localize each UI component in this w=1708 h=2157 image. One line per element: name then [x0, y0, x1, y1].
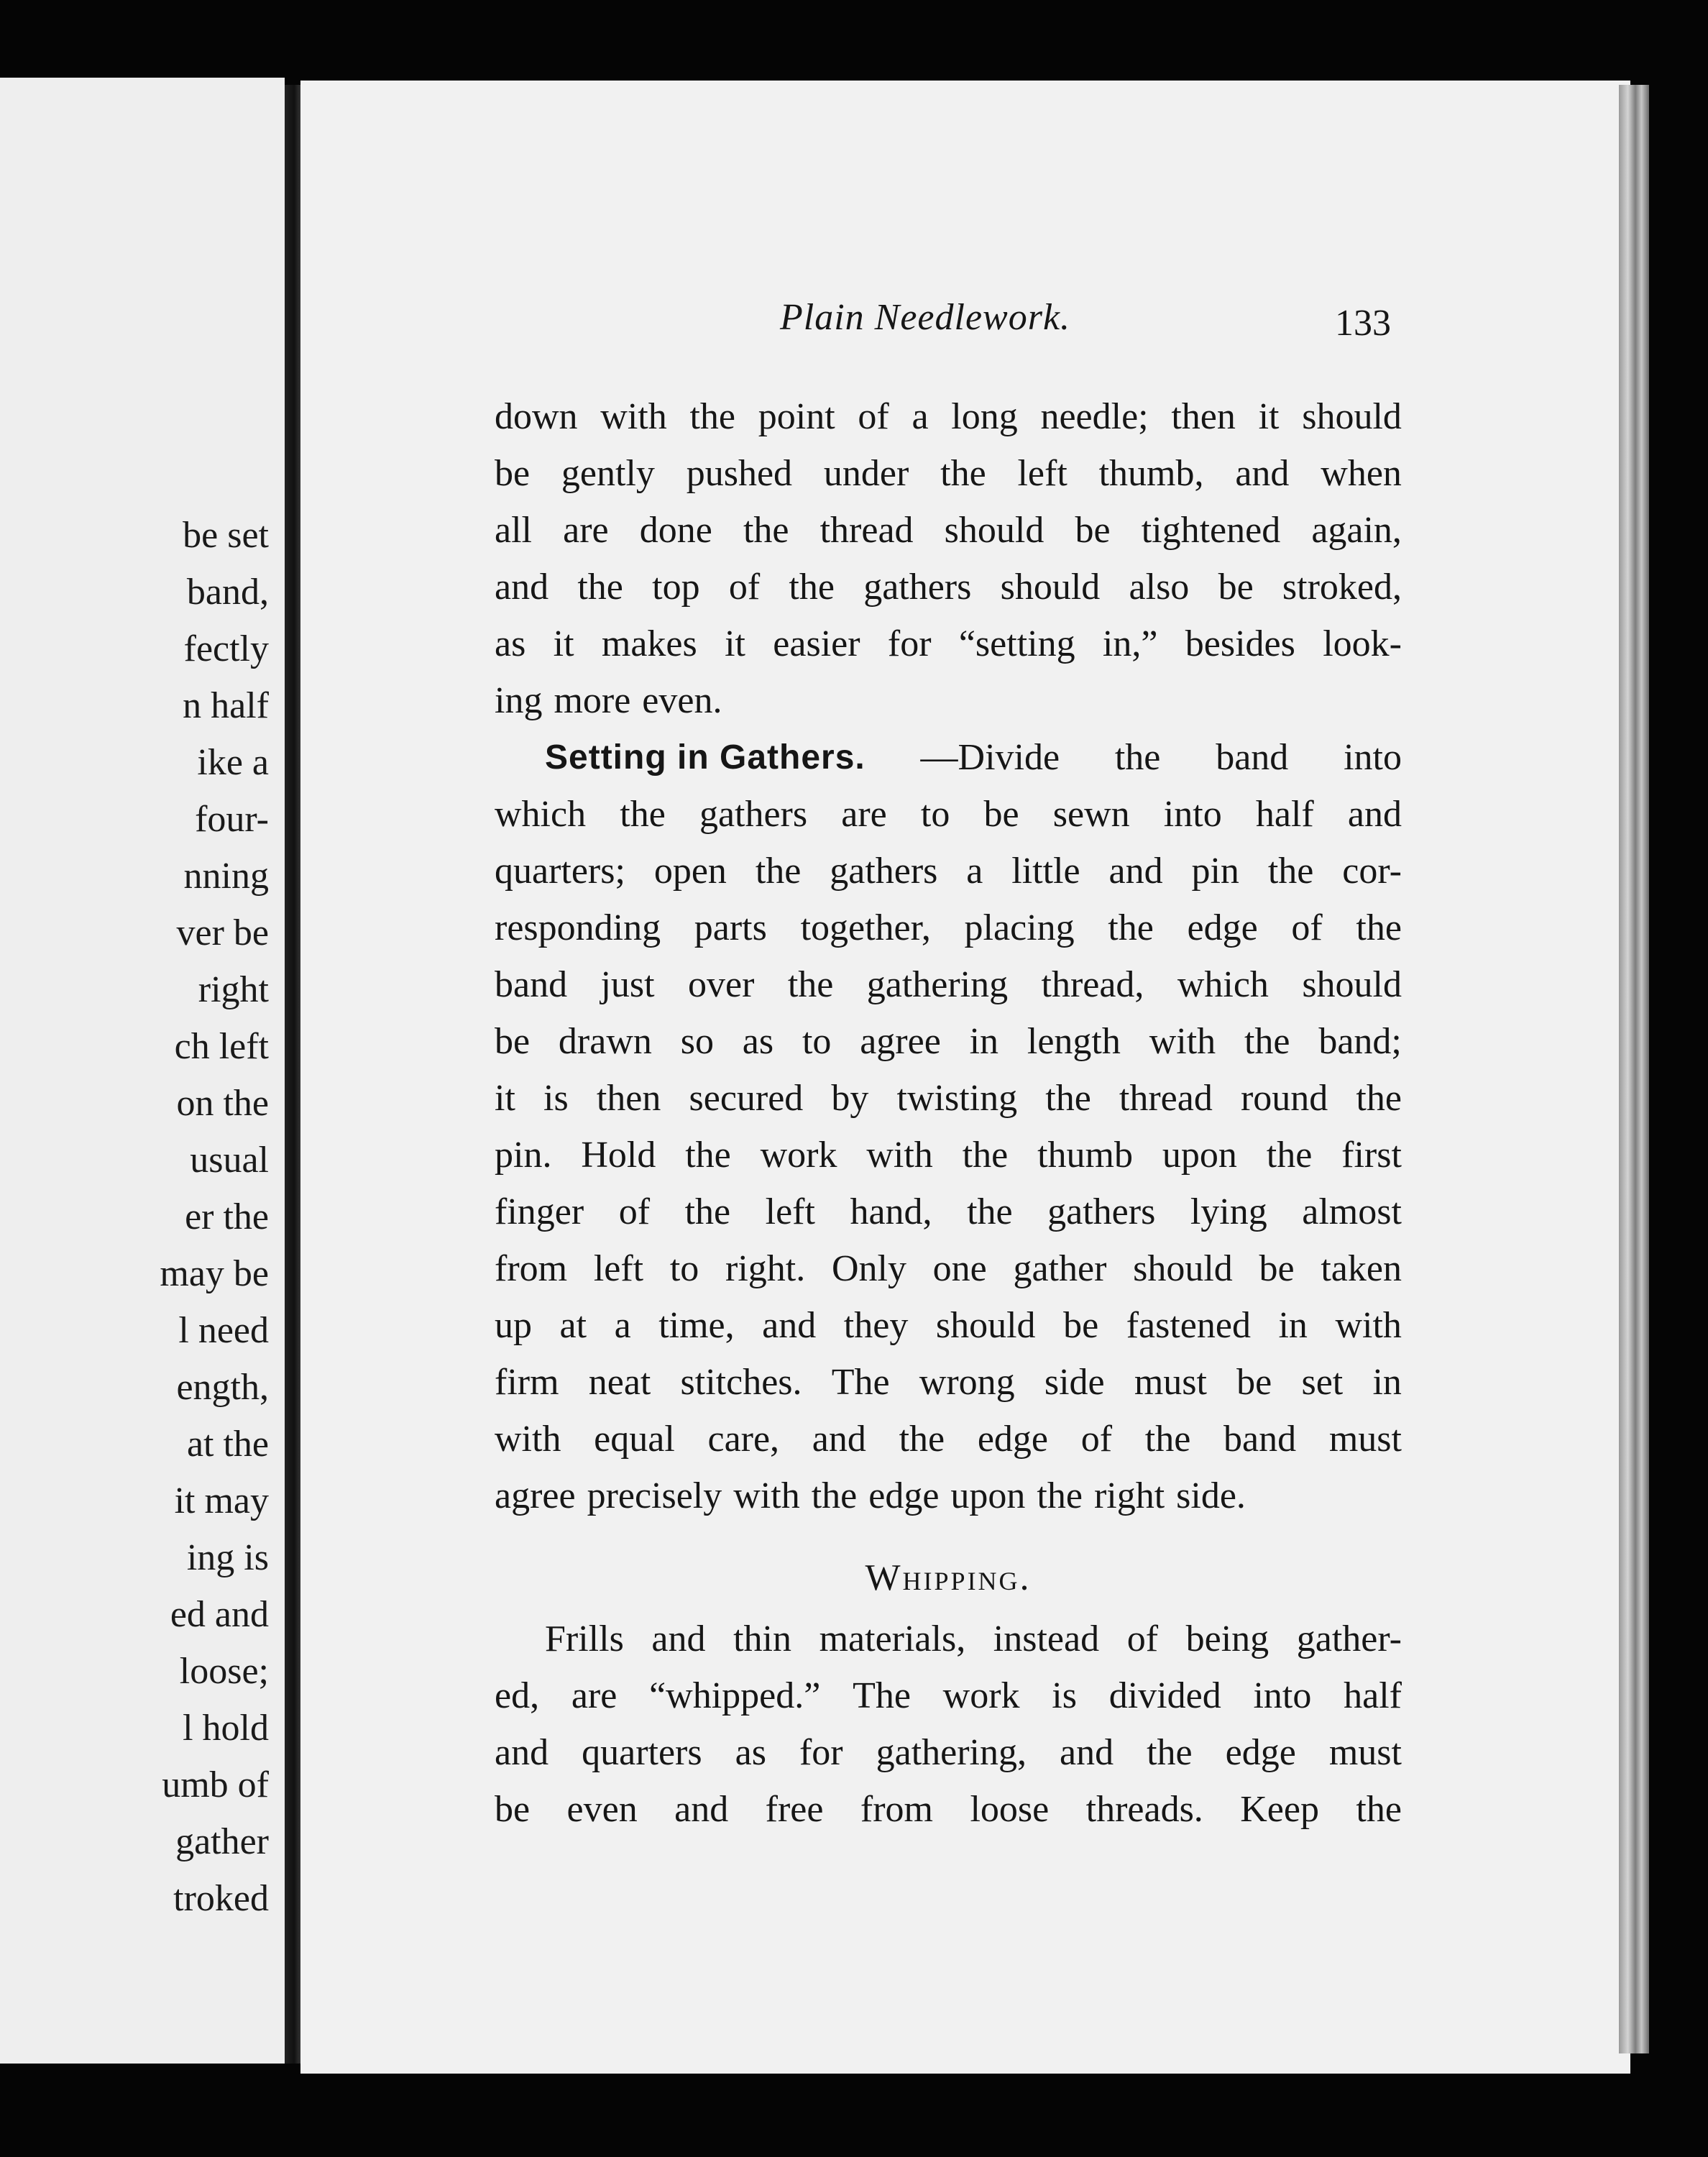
paragraph: [495, 388, 1402, 729]
text-line: and the top of the gathers should also be stroked,: [495, 567, 1402, 608]
left-page-line: umb of: [162, 1764, 269, 1805]
left-page-line: loose;: [179, 1651, 269, 1692]
paragraph-setting-in-gathers: [495, 729, 1402, 1524]
run-in-heading: Setting in Gathers.: [545, 738, 866, 777]
text-line: down with the point of a long needle; then it should: [495, 396, 1402, 437]
left-page-line: ike a: [197, 742, 269, 783]
text-line: responding parts together, placing the edge of the: [495, 907, 1402, 948]
left-page-line: fectly: [183, 628, 269, 669]
text-line: firm neat stitches. The wrong side must be set in: [495, 1362, 1402, 1403]
text-line: all are done the thread should be tightened again,: [495, 510, 1402, 551]
text-line: and quarters as for gathering, and the edge must: [495, 1732, 1402, 1773]
left-page-line: right: [198, 969, 269, 1010]
text-line: up at a time, and they should be fastened in with: [495, 1305, 1402, 1346]
left-page-line: ength,: [176, 1367, 269, 1408]
left-page-line: gather: [175, 1821, 269, 1862]
text-line: be gently pushed under the left thumb, and when: [495, 453, 1402, 494]
text-line: be even and free from loose threads. Keep the: [495, 1789, 1402, 1830]
running-head: Plain Needlework.: [780, 297, 1071, 338]
left-page-line: ed and: [170, 1594, 269, 1635]
left-page-line: band,: [186, 572, 269, 613]
page-edge-stack: [1619, 85, 1649, 2053]
left-facing-page: [0, 78, 285, 2064]
text-line: as it makes it easier for “setting in,” besides look-: [495, 623, 1402, 664]
text-line: be drawn so as to agree in length with the band;: [495, 1021, 1402, 1062]
body-text: [495, 388, 1402, 1838]
text-line: with equal care, and the edge of the band must: [495, 1419, 1402, 1460]
left-page-line: ing is: [186, 1537, 269, 1578]
section-heading: Whipping.: [865, 1557, 1032, 1598]
text-line: quarters; open the gathers a little and pin the cor-: [495, 851, 1402, 892]
text-line: pin. Hold the work with the thumb upon the first: [495, 1135, 1402, 1176]
left-page-line: l hold: [183, 1708, 269, 1749]
text-line: which the gathers are to be sewn into half and: [495, 794, 1402, 835]
left-page-line: troked: [173, 1878, 269, 1919]
left-page-line: er the: [185, 1196, 269, 1237]
book-gutter: [285, 85, 300, 2064]
left-page-line: n half: [183, 685, 269, 726]
page-number: 133: [1335, 303, 1391, 344]
left-page-line: be set: [183, 515, 269, 556]
text-line: finger of the left hand, the gathers lying almost: [495, 1191, 1402, 1232]
left-page-line: may be: [160, 1253, 269, 1294]
text-line: from left to right. Only one gather should be taken: [495, 1248, 1402, 1289]
text-line: ed, are “whipped.” The work is divided into half: [495, 1675, 1402, 1716]
left-page-line: nning: [183, 856, 269, 897]
left-page-line: ch left: [174, 1026, 269, 1067]
text-line: Setting in Gathers. —Divide the band into: [495, 729, 1402, 786]
left-page-line: ver be: [176, 912, 269, 953]
text-line: agree precisely with the edge upon the right side.: [495, 1475, 1246, 1516]
left-page-line: it may: [174, 1480, 269, 1521]
left-page-line: at the: [186, 1424, 269, 1465]
text-line: band just over the gathering thread, which should: [495, 964, 1402, 1005]
left-page-line: usual: [190, 1140, 269, 1181]
text-line: ing more even.: [495, 680, 722, 721]
left-page-line: l need: [178, 1310, 269, 1351]
left-page-line: on the: [176, 1083, 269, 1124]
paragraph-whipping: [495, 1611, 1402, 1838]
left-page-text: [0, 507, 269, 1927]
text-line: Frills and thin materials, instead of being gather-: [545, 1618, 1402, 1659]
text-line: it is then secured by twisting the thread round the: [495, 1078, 1402, 1119]
left-page-line: four-: [195, 799, 269, 840]
